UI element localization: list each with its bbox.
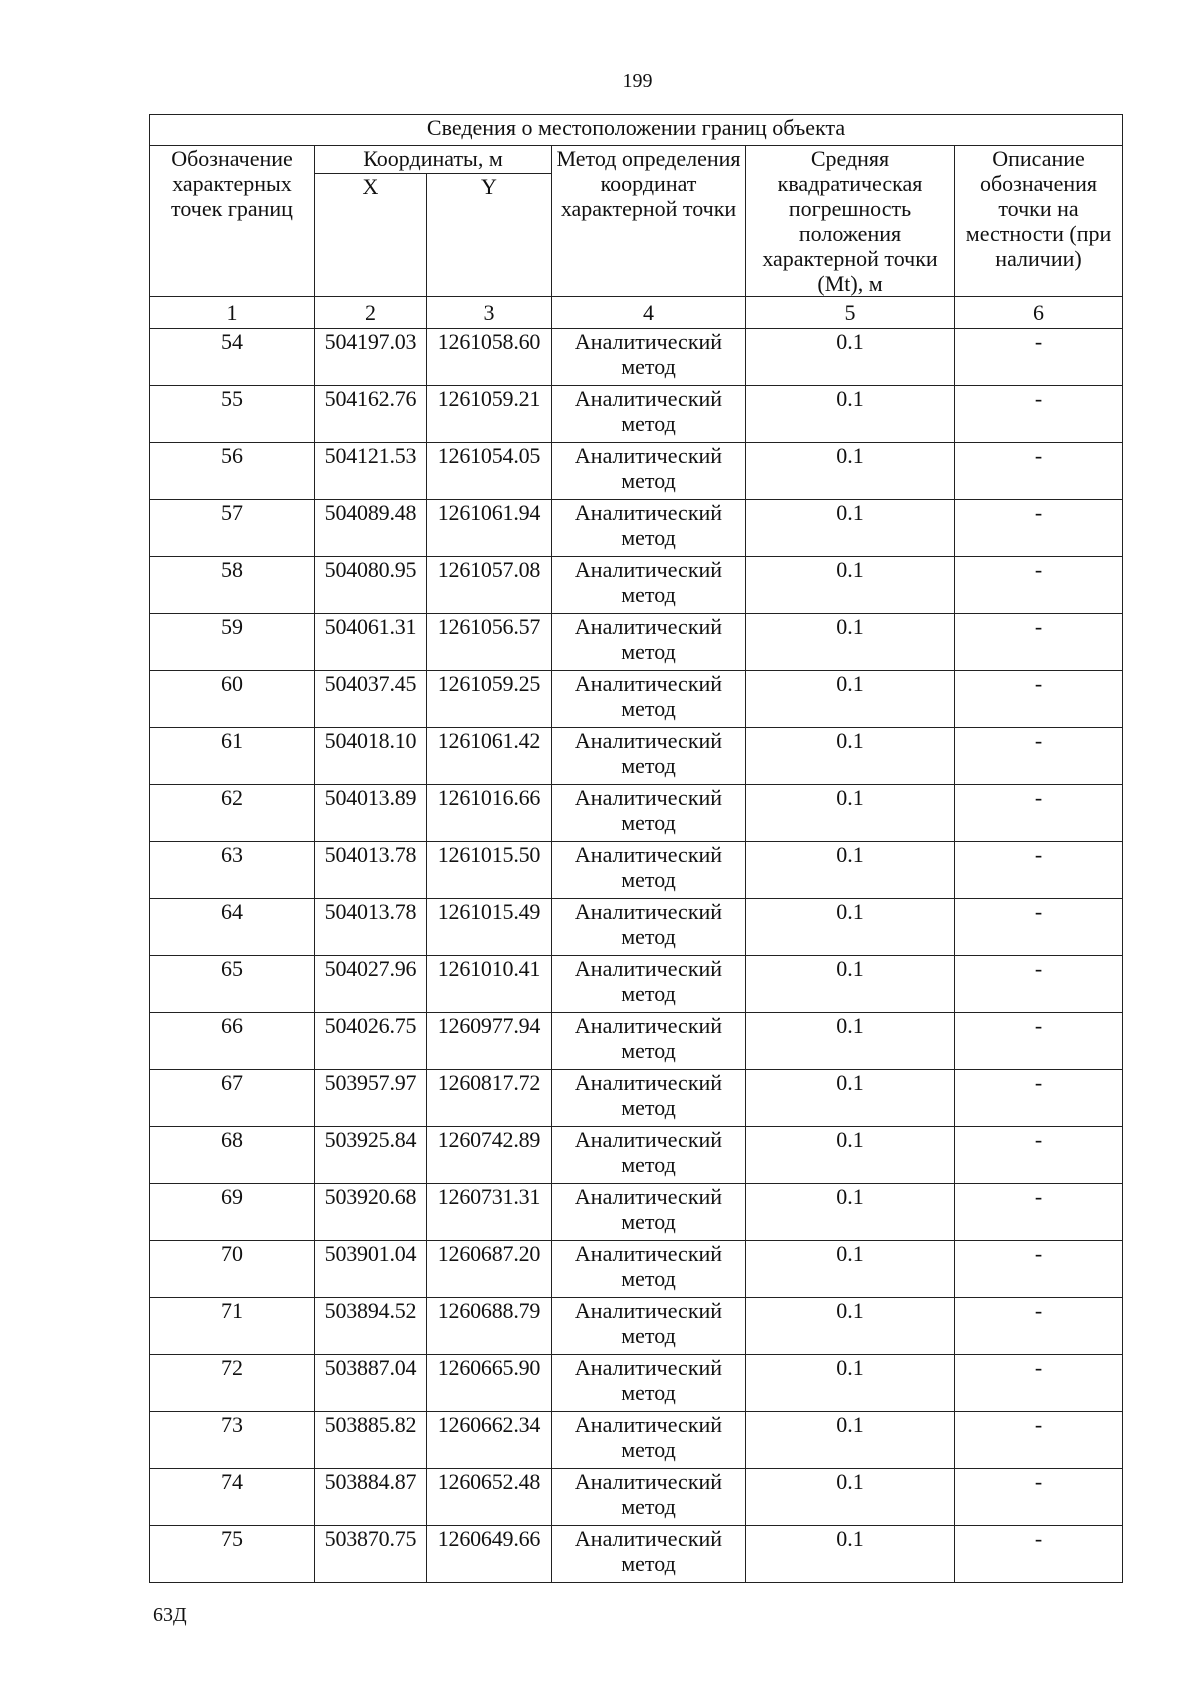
cell-description: - xyxy=(955,1412,1123,1469)
cell-point: 57 xyxy=(150,500,315,557)
cell-x: 503870.75 xyxy=(315,1526,427,1583)
table-row xyxy=(150,728,1123,785)
cell-point: 74 xyxy=(150,1469,315,1526)
cell-point: 58 xyxy=(150,557,315,614)
cell-description: - xyxy=(955,842,1123,899)
cell-x: 504197.03 xyxy=(315,329,427,386)
cell-accuracy: 0.1 xyxy=(746,956,955,1013)
cell-accuracy: 0.1 xyxy=(746,1127,955,1184)
cell-x: 504018.10 xyxy=(315,728,427,785)
cell-x: 503901.04 xyxy=(315,1241,427,1298)
cell-accuracy: 0.1 xyxy=(746,1013,955,1070)
table-row xyxy=(150,1355,1123,1412)
column-number: 2 xyxy=(315,297,427,329)
cell-y: 1261061.42 xyxy=(427,728,552,785)
cell-y: 1260977.94 xyxy=(427,1013,552,1070)
cell-point: 55 xyxy=(150,386,315,443)
cell-accuracy: 0.1 xyxy=(746,842,955,899)
cell-description: - xyxy=(955,1298,1123,1355)
page-number: 199 xyxy=(622,70,653,92)
cell-point: 63 xyxy=(150,842,315,899)
cell-point: 72 xyxy=(150,1355,315,1412)
footer-code: 63Д xyxy=(153,1604,187,1626)
header-coordinates: Координаты, м xyxy=(315,146,552,174)
cell-point: 70 xyxy=(150,1241,315,1298)
cell-method: Аналитический метод xyxy=(552,500,746,557)
header-description: Описание обозначения точки на местности (при наличии) xyxy=(955,146,1123,297)
table-row xyxy=(150,614,1123,671)
cell-y: 1261059.25 xyxy=(427,671,552,728)
cell-x: 504026.75 xyxy=(315,1013,427,1070)
table-body xyxy=(150,329,1123,1583)
cell-y: 1261054.05 xyxy=(427,443,552,500)
cell-method: Аналитический метод xyxy=(552,1412,746,1469)
cell-x: 503887.04 xyxy=(315,1355,427,1412)
cell-y: 1260665.90 xyxy=(427,1355,552,1412)
cell-y: 1261061.94 xyxy=(427,500,552,557)
cell-y: 1261015.49 xyxy=(427,899,552,956)
cell-point: 71 xyxy=(150,1298,315,1355)
cell-description: - xyxy=(955,1070,1123,1127)
cell-method: Аналитический метод xyxy=(552,557,746,614)
cell-description: - xyxy=(955,614,1123,671)
cell-description: - xyxy=(955,899,1123,956)
cell-x: 503957.97 xyxy=(315,1070,427,1127)
cell-description: - xyxy=(955,785,1123,842)
cell-x: 503885.82 xyxy=(315,1412,427,1469)
cell-x: 504080.95 xyxy=(315,557,427,614)
cell-method: Аналитический метод xyxy=(552,1469,746,1526)
cell-accuracy: 0.1 xyxy=(746,557,955,614)
table-row xyxy=(150,1184,1123,1241)
cell-method: Аналитический метод xyxy=(552,329,746,386)
cell-accuracy: 0.1 xyxy=(746,500,955,557)
cell-point: 56 xyxy=(150,443,315,500)
cell-description: - xyxy=(955,386,1123,443)
header-y: Y xyxy=(427,174,552,297)
table-row xyxy=(150,899,1123,956)
cell-accuracy: 0.1 xyxy=(746,785,955,842)
cell-method: Аналитический метод xyxy=(552,671,746,728)
table-row xyxy=(150,1526,1123,1583)
cell-y: 1261015.50 xyxy=(427,842,552,899)
table-row xyxy=(150,1412,1123,1469)
cell-y: 1260817.72 xyxy=(427,1070,552,1127)
cell-method: Аналитический метод xyxy=(552,1526,746,1583)
table-row xyxy=(150,785,1123,842)
table-row xyxy=(150,329,1123,386)
cell-accuracy: 0.1 xyxy=(746,1469,955,1526)
cell-description: - xyxy=(955,329,1123,386)
cell-method: Аналитический метод xyxy=(552,614,746,671)
cell-description: - xyxy=(955,1355,1123,1412)
table-caption: Сведения о местоположении границ объекта xyxy=(150,115,1123,146)
cell-accuracy: 0.1 xyxy=(746,899,955,956)
cell-x: 504162.76 xyxy=(315,386,427,443)
cell-method: Аналитический метод xyxy=(552,1013,746,1070)
cell-x: 503894.52 xyxy=(315,1298,427,1355)
cell-y: 1261059.21 xyxy=(427,386,552,443)
header-point-designation: Обозначение характерных точек границ xyxy=(150,146,315,297)
cell-point: 62 xyxy=(150,785,315,842)
cell-accuracy: 0.1 xyxy=(746,1184,955,1241)
cell-point: 54 xyxy=(150,329,315,386)
table-row xyxy=(150,1469,1123,1526)
cell-method: Аналитический метод xyxy=(552,728,746,785)
cell-point: 65 xyxy=(150,956,315,1013)
cell-point: 68 xyxy=(150,1127,315,1184)
cell-method: Аналитический метод xyxy=(552,1127,746,1184)
cell-description: - xyxy=(955,728,1123,785)
table-row xyxy=(150,671,1123,728)
cell-method: Аналитический метод xyxy=(552,443,746,500)
cell-y: 1261016.66 xyxy=(427,785,552,842)
cell-accuracy: 0.1 xyxy=(746,1526,955,1583)
cell-y: 1261057.08 xyxy=(427,557,552,614)
boundary-coordinates-table xyxy=(149,114,1123,1583)
table-row xyxy=(150,1241,1123,1298)
cell-y: 1260687.20 xyxy=(427,1241,552,1298)
cell-y: 1261056.57 xyxy=(427,614,552,671)
cell-y: 1260731.31 xyxy=(427,1184,552,1241)
table-row xyxy=(150,956,1123,1013)
cell-method: Аналитический метод xyxy=(552,899,746,956)
cell-x: 504037.45 xyxy=(315,671,427,728)
cell-description: - xyxy=(955,1526,1123,1583)
cell-x: 504013.89 xyxy=(315,785,427,842)
cell-point: 64 xyxy=(150,899,315,956)
cell-point: 69 xyxy=(150,1184,315,1241)
table-row xyxy=(150,500,1123,557)
cell-method: Аналитический метод xyxy=(552,1355,746,1412)
cell-description: - xyxy=(955,1013,1123,1070)
cell-description: - xyxy=(955,1241,1123,1298)
cell-y: 1260649.66 xyxy=(427,1526,552,1583)
cell-method: Аналитический метод xyxy=(552,956,746,1013)
cell-description: - xyxy=(955,1469,1123,1526)
cell-y: 1260662.34 xyxy=(427,1412,552,1469)
cell-method: Аналитический метод xyxy=(552,1298,746,1355)
cell-x: 504121.53 xyxy=(315,443,427,500)
cell-description: - xyxy=(955,443,1123,500)
cell-x: 503925.84 xyxy=(315,1127,427,1184)
cell-x: 504013.78 xyxy=(315,899,427,956)
cell-x: 504061.31 xyxy=(315,614,427,671)
cell-point: 66 xyxy=(150,1013,315,1070)
cell-accuracy: 0.1 xyxy=(746,386,955,443)
table-row xyxy=(150,1127,1123,1184)
table-row xyxy=(150,1013,1123,1070)
cell-x: 504089.48 xyxy=(315,500,427,557)
table-row xyxy=(150,842,1123,899)
column-number: 1 xyxy=(150,297,315,329)
cell-description: - xyxy=(955,1184,1123,1241)
cell-accuracy: 0.1 xyxy=(746,1241,955,1298)
cell-x: 504027.96 xyxy=(315,956,427,1013)
column-number: 5 xyxy=(746,297,955,329)
cell-y: 1260688.79 xyxy=(427,1298,552,1355)
header-accuracy: Средняя квадратическая погрешность положения характерной точки (Mt), м xyxy=(746,146,955,297)
cell-point: 75 xyxy=(150,1526,315,1583)
cell-accuracy: 0.1 xyxy=(746,728,955,785)
cell-method: Аналитический метод xyxy=(552,785,746,842)
cell-accuracy: 0.1 xyxy=(746,1355,955,1412)
cell-x: 503884.87 xyxy=(315,1469,427,1526)
cell-y: 1261058.60 xyxy=(427,329,552,386)
column-number: 6 xyxy=(955,297,1123,329)
table-row xyxy=(150,557,1123,614)
cell-description: - xyxy=(955,956,1123,1013)
cell-point: 60 xyxy=(150,671,315,728)
cell-x: 503920.68 xyxy=(315,1184,427,1241)
cell-description: - xyxy=(955,1127,1123,1184)
cell-method: Аналитический метод xyxy=(552,1070,746,1127)
column-number: 4 xyxy=(552,297,746,329)
cell-point: 67 xyxy=(150,1070,315,1127)
cell-y: 1260742.89 xyxy=(427,1127,552,1184)
table-row xyxy=(150,443,1123,500)
cell-accuracy: 0.1 xyxy=(746,1298,955,1355)
cell-method: Аналитический метод xyxy=(552,1184,746,1241)
cell-accuracy: 0.1 xyxy=(746,329,955,386)
column-number-row xyxy=(150,297,1123,329)
header-x: X xyxy=(315,174,427,297)
cell-x: 504013.78 xyxy=(315,842,427,899)
cell-description: - xyxy=(955,671,1123,728)
cell-method: Аналитический метод xyxy=(552,386,746,443)
cell-accuracy: 0.1 xyxy=(746,1412,955,1469)
table-row xyxy=(150,1298,1123,1355)
table-row xyxy=(150,386,1123,443)
cell-y: 1260652.48 xyxy=(427,1469,552,1526)
cell-point: 61 xyxy=(150,728,315,785)
cell-accuracy: 0.1 xyxy=(746,1070,955,1127)
table-row xyxy=(150,1070,1123,1127)
cell-accuracy: 0.1 xyxy=(746,443,955,500)
cell-point: 59 xyxy=(150,614,315,671)
header-method: Метод определения координат характерной точки xyxy=(552,146,746,297)
cell-accuracy: 0.1 xyxy=(746,614,955,671)
cell-description: - xyxy=(955,500,1123,557)
cell-description: - xyxy=(955,557,1123,614)
cell-method: Аналитический метод xyxy=(552,1241,746,1298)
cell-point: 73 xyxy=(150,1412,315,1469)
column-number: 3 xyxy=(427,297,552,329)
cell-accuracy: 0.1 xyxy=(746,671,955,728)
cell-method: Аналитический метод xyxy=(552,842,746,899)
cell-y: 1261010.41 xyxy=(427,956,552,1013)
